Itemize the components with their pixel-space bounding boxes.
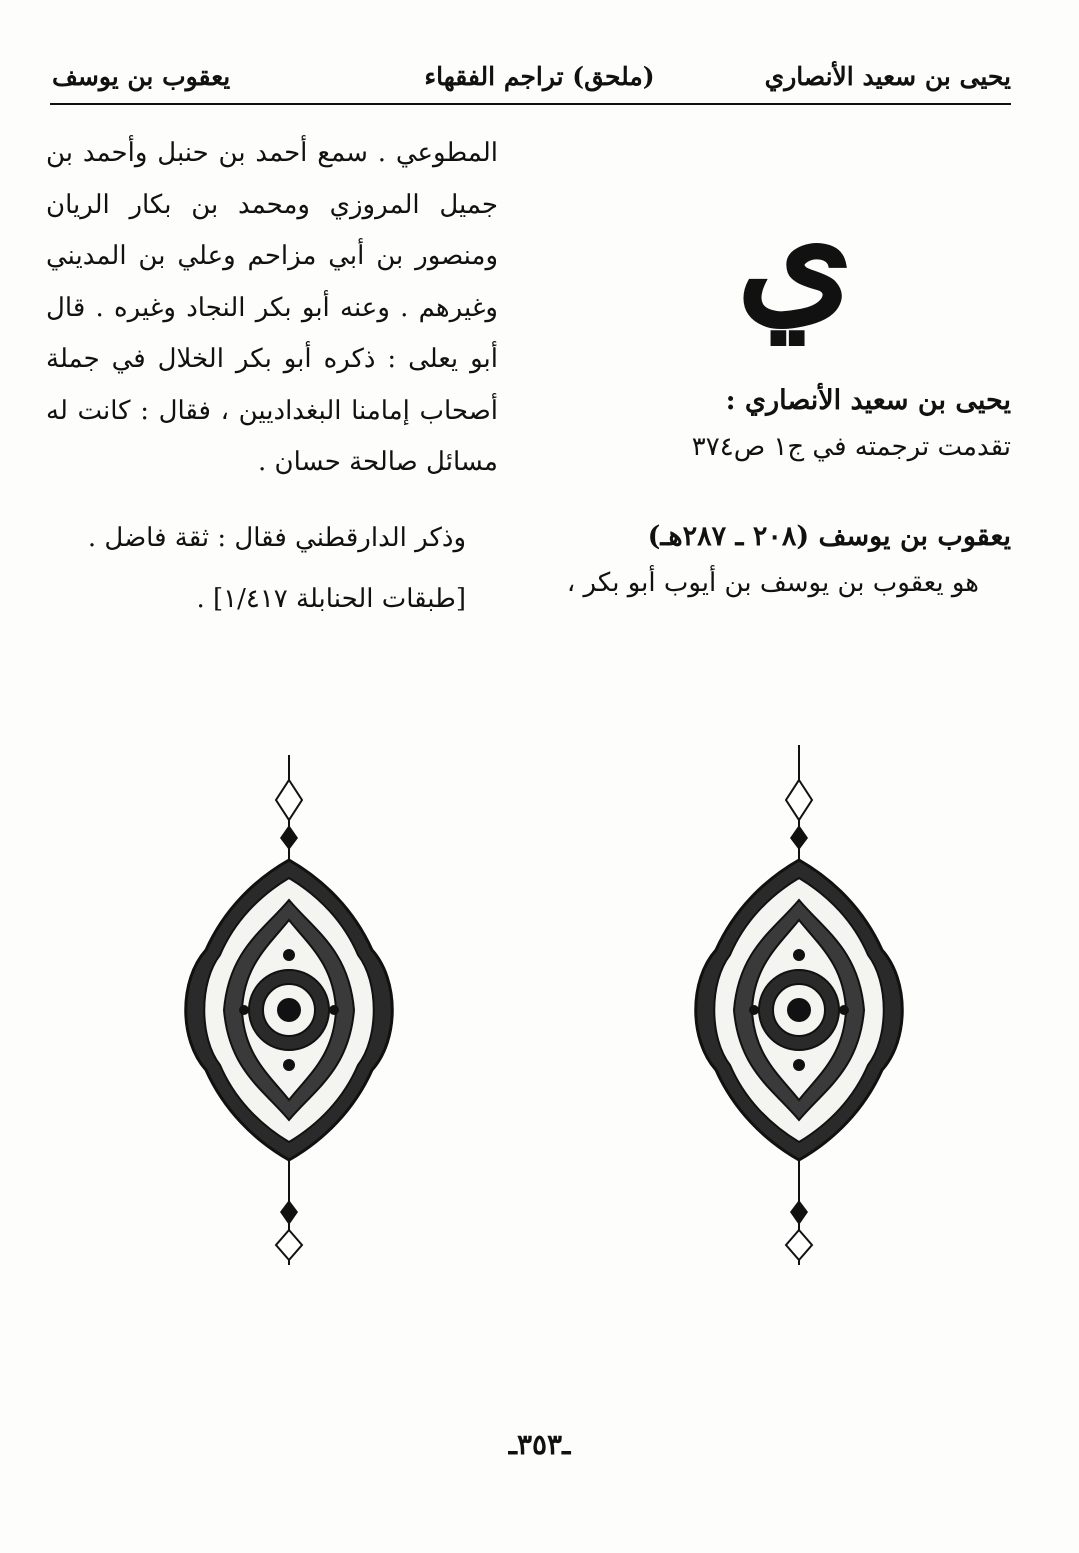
entry-text-yahya: تقدمت ترجمته في ج١ ص٣٧٤: [691, 432, 1011, 462]
header-rule: [50, 103, 1011, 105]
section-letter: ي: [736, 167, 854, 343]
running-header-right: يحيى بن سعيد الأنصاري: [764, 62, 1011, 91]
source-citation: [طبقات الحنابلة ١/٤١٧] .: [196, 584, 466, 614]
left-column: [46, 128, 498, 626]
daraqutni-remark: وذكر الدارقطني فقال : ثقة فاضل .: [87, 522, 466, 553]
running-header-center: (ملحق) تراجم الفقهاء: [424, 62, 655, 91]
ornament-right: [684, 740, 914, 1280]
entry-title-yaqub: يعقوب بن يوسف (٢٠٨ ـ ٢٨٧هـ): [647, 521, 1011, 552]
ornament-left: [174, 740, 404, 1280]
entry-title-yahya: يحيى بن سعيد الأنصاري :: [725, 385, 1011, 416]
page-number: ـ٣٥٣ـ: [508, 1428, 571, 1461]
biography-paragraph: المطوعي . سمع أحمد بن حنبل وأحمد بن جميل المروزي ومحمد بن بكار الريان ومنصور بن أبي مزاحم وعلي بن المديني وغيرهم . وعنه أبو بكر النجاد وغيره . قال أبو يعلى : ذكره أبو بكر الخلال في جملة أصحاب إمامنا البغداديين ، فقال : كانت له مسائل صالحة حسان .: [46, 138, 498, 477]
running-header-left: يعقوب بن يوسف: [52, 62, 231, 91]
entry-text-yaqub: هو يعقوب بن يوسف بن أيوب أبو بكر ،: [566, 568, 979, 598]
ornament-right-drawing: [684, 740, 914, 1280]
ornament-left-drawing: [174, 740, 404, 1280]
